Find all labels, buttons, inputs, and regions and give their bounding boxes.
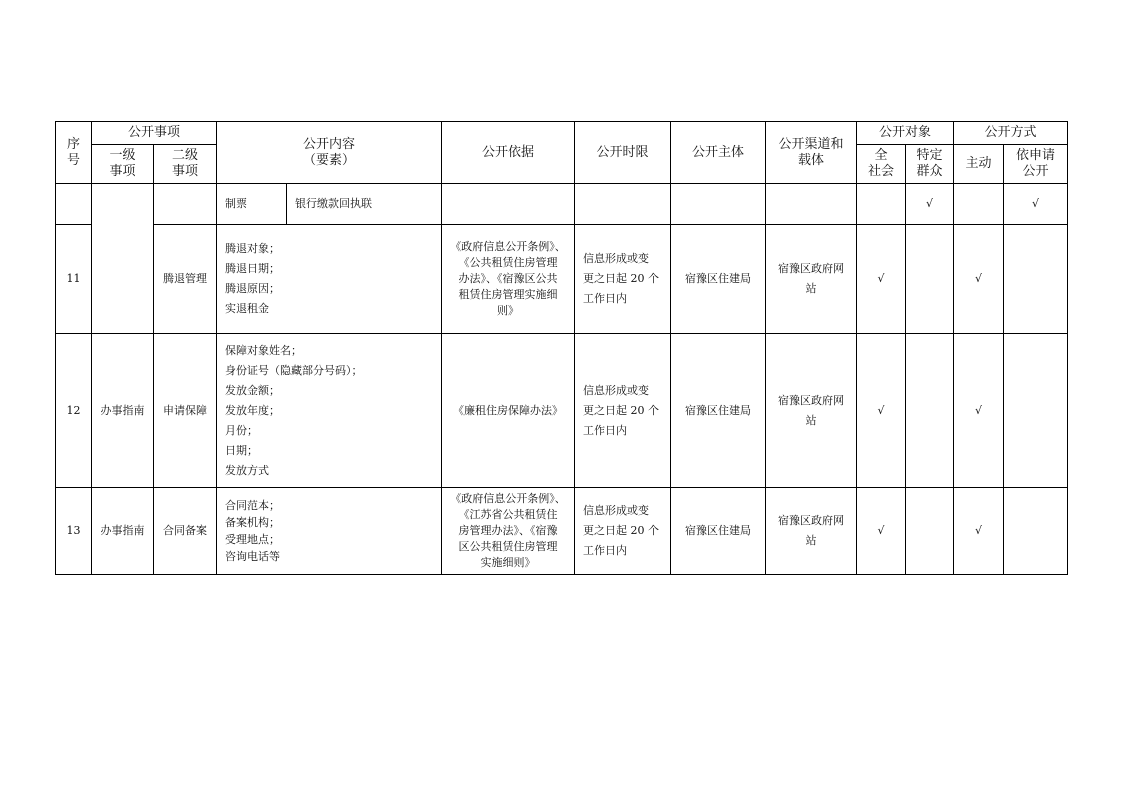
row-method-apply xyxy=(1004,225,1068,334)
header-items: 公开事项 xyxy=(92,122,217,145)
header-basis: 公开依据 xyxy=(442,122,575,184)
header-seq: 序 号 xyxy=(56,122,92,184)
row-seq xyxy=(56,184,92,225)
row-content: 保障对象姓名； 身份证号（隐藏部分号码）； 发放金额； 发放年度； 月份； 日期； 发放方式 xyxy=(217,334,442,488)
header-method-active: 主动 xyxy=(954,145,1004,184)
row-method-apply: √ xyxy=(1004,184,1068,225)
row-seq: 13 xyxy=(56,488,92,575)
row-subject xyxy=(671,184,766,225)
row-method-apply xyxy=(1004,334,1068,488)
table-row xyxy=(56,225,1068,334)
table-row xyxy=(56,184,1068,225)
row-method-active: √ xyxy=(954,334,1004,488)
header-object-specific: 特定 群众 xyxy=(906,145,954,184)
row-method-active xyxy=(954,184,1004,225)
row-method-active: √ xyxy=(954,488,1004,575)
row-seq: 12 xyxy=(56,334,92,488)
row-level2: 腾退管理 xyxy=(154,225,217,334)
table-row xyxy=(56,334,1068,488)
row-basis xyxy=(442,184,575,225)
row-method-apply xyxy=(1004,488,1068,575)
header-content: 公开内容 （要素） xyxy=(217,122,442,184)
row-object-all xyxy=(857,184,906,225)
row-object-all: √ xyxy=(857,334,906,488)
row-channel xyxy=(766,184,857,225)
row-object-all: √ xyxy=(857,488,906,575)
row-object-specific xyxy=(906,488,954,575)
table-row xyxy=(56,488,1068,575)
row-object-specific: √ xyxy=(906,184,954,225)
row-level2 xyxy=(154,184,217,225)
header-time-limit: 公开时限 xyxy=(575,122,671,184)
row-object-all: √ xyxy=(857,225,906,334)
row-content-label: 制票 xyxy=(217,184,287,225)
row-time: 信息形成或变 更之日起 20 个 工作日内 xyxy=(575,488,671,575)
row-channel: 宿豫区政府网 站 xyxy=(766,488,857,575)
row-basis: 《政府信息公开条例》、 《公共租赁住房管理 办法》、《宿豫区公共 租赁住房管理实施细 则》 xyxy=(442,225,575,334)
header-object: 公开对象 xyxy=(857,122,954,145)
row-object-specific xyxy=(906,225,954,334)
row-level2: 申请保障 xyxy=(154,334,217,488)
row-subject: 宿豫区住建局 xyxy=(671,488,766,575)
row-basis: 《政府信息公开条例》、 《江苏省公共租赁住 房管理办法》、《宿豫 区公共租赁住房管理 实施细则》 xyxy=(442,488,575,575)
row-level1: 办事指南 xyxy=(92,488,154,575)
row-level1: 办事指南 xyxy=(92,334,154,488)
row-basis: 《廉租住房保障办法》 xyxy=(442,334,575,488)
row-time: 信息形成或变 更之日起 20 个 工作日内 xyxy=(575,225,671,334)
row-channel: 宿豫区政府网 站 xyxy=(766,225,857,334)
header-method-apply: 依申请 公开 xyxy=(1004,145,1068,184)
header-level1: 一级 事项 xyxy=(92,145,154,184)
row-content-detail: 银行缴款回执联 xyxy=(287,184,442,225)
header-object-all: 全 社会 xyxy=(857,145,906,184)
row-content: 腾退对象； 腾退日期； 腾退原因； 实退租金 xyxy=(217,225,442,334)
row-subject: 宿豫区住建局 xyxy=(671,334,766,488)
row-channel: 宿豫区政府网 站 xyxy=(766,334,857,488)
disclosure-table xyxy=(55,121,1068,575)
row-method-active: √ xyxy=(954,225,1004,334)
header-subject: 公开主体 xyxy=(671,122,766,184)
header-method: 公开方式 xyxy=(954,122,1068,145)
row-content: 合同范本； 备案机构； 受理地点； 咨询电话等 xyxy=(217,488,442,575)
row-seq: 11 xyxy=(56,225,92,334)
row-level2: 合同备案 xyxy=(154,488,217,575)
header-level2: 二级 事项 xyxy=(154,145,217,184)
row-subject: 宿豫区住建局 xyxy=(671,225,766,334)
row-time xyxy=(575,184,671,225)
header-channel: 公开渠道和 载体 xyxy=(766,122,857,184)
row-object-specific xyxy=(906,334,954,488)
row-time: 信息形成或变 更之日起 20 个 工作日内 xyxy=(575,334,671,488)
row-level1 xyxy=(92,184,154,334)
